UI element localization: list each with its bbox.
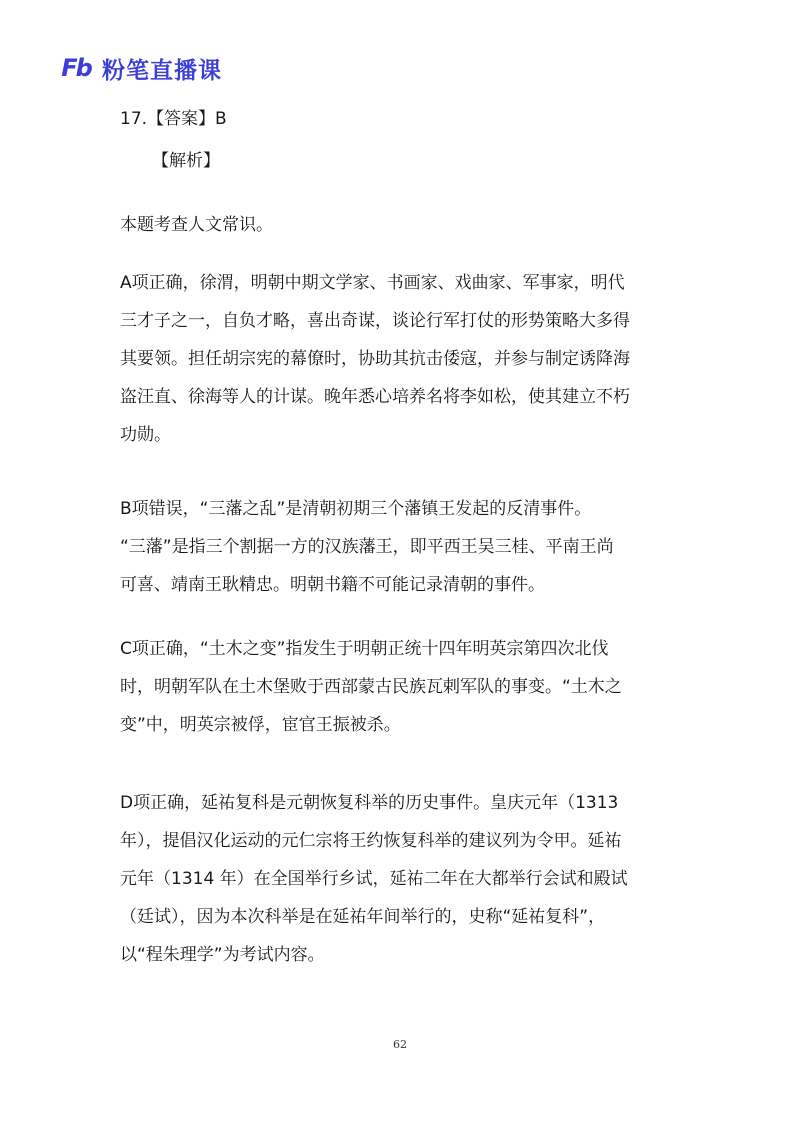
paragraph-line: D项正确，延祐复科是元朝恢复科举的历史事件。皇庆元年（1313: [120, 793, 619, 813]
paragraph-line: 可喜、靖南王耿精忠。明朝书籍不可能记录清朝的事件。: [120, 575, 545, 595]
paragraph-line: （廷试），因为本次科举是在延祐年间举行的，史称“延祐复科”，: [120, 907, 606, 927]
paragraph-line: 盗汪直、徐海等人的计谋。晚年悉心培养名将李如松，使其建立不朽: [120, 387, 630, 407]
paragraph-line: 以“程朱理学”为考试内容。: [120, 945, 325, 965]
paragraph-line: B项错误，“三藩之乱”是清朝初期三个藩镇王发起的反清事件。: [120, 499, 592, 519]
paragraph-option-c: [120, 630, 690, 744]
paragraph-line: 时，明朝军队在土木堡败于西部蒙古民族瓦剌军队的事变。“土木之: [120, 677, 622, 697]
paragraph-line: 三才子之一，自负才略，喜出奇谋，谈论行军打仗的形势策略大多得: [120, 311, 630, 331]
analysis-label: 【解析】: [152, 151, 220, 171]
brand-header: [56, 52, 222, 84]
brand-name: 粉笔直播课: [102, 57, 222, 84]
paragraph-option-a: [120, 264, 690, 454]
paragraph-line: 功勋。: [120, 425, 171, 445]
paragraph-line: 年），提倡汉化运动的元仁宗将王约恢复科举的建议列为令甲。延祐: [120, 831, 622, 851]
paragraph-line: 变”中，明英宗被俘，宦官王振被杀。: [120, 715, 401, 735]
paragraph-line: 元年（1314 年）在全国举行乡试，延祐二年在大都举行会试和殿试: [120, 869, 628, 889]
answer-line: 17.【答案】B: [120, 109, 227, 129]
paragraph-line: A项正确，徐渭，明朝中期文学家、书画家、戏曲家、军事家，明代: [120, 273, 625, 293]
paragraph-line: 其要领。担任胡宗宪的幕僚时，协助其抗击倭寇，并参与制定诱降海: [120, 349, 630, 369]
intro-text: 本题考查人文常识。: [120, 215, 273, 235]
paragraph-option-b: [120, 490, 690, 604]
page-number: 62: [393, 1038, 407, 1051]
logo-icon: Fb: [61, 54, 91, 82]
paragraph-line: “三藩”是指三个割据一方的汉族藩王，即平西王吴三桂、平南王尚: [120, 537, 614, 557]
paragraph-option-d: [120, 784, 690, 974]
paragraph-line: C项正确，“土木之变”指发生于明朝正统十四年明英宗第四次北伐: [120, 639, 609, 659]
